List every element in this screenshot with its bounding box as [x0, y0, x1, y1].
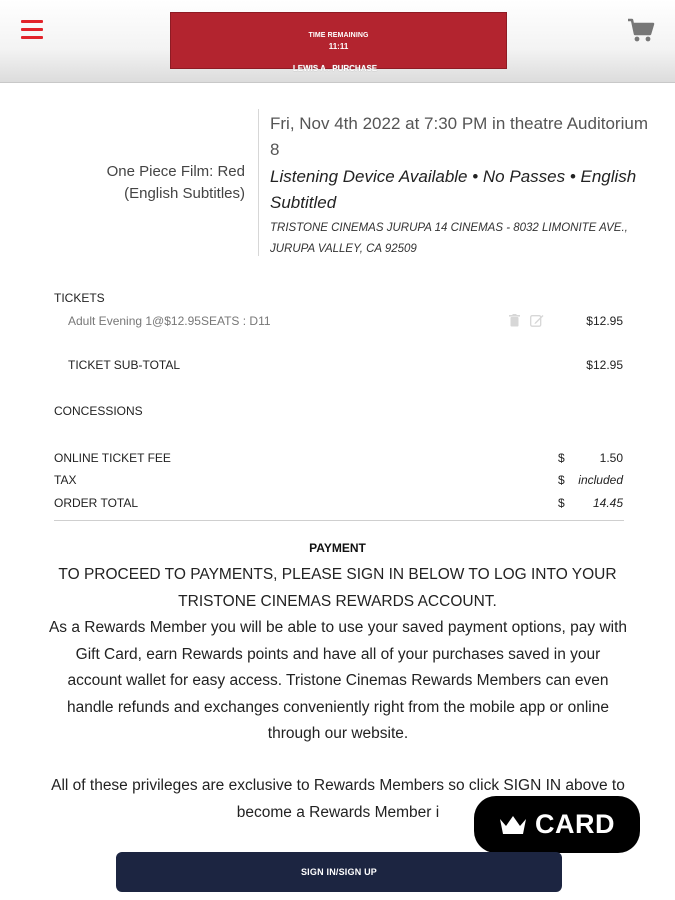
subtotal-label: TICKET SUB-TOTAL: [68, 358, 181, 372]
show-attributes: Listening Device Available • No Passes • English Subtitled: [270, 167, 637, 212]
total-label: ORDER TOTAL: [54, 496, 139, 510]
edit-icon[interactable]: [530, 314, 544, 332]
tickets-header: TICKETS: [54, 291, 105, 305]
hamburger-menu-icon[interactable]: [21, 20, 43, 38]
timer-value: 11:11: [328, 42, 349, 51]
time-remaining-banner: [170, 12, 507, 69]
top-bar: [0, 0, 675, 83]
subtotal-value: $12.95: [586, 358, 623, 372]
tax-currency: $: [558, 473, 565, 487]
tax-label: TAX: [54, 473, 77, 487]
tax-value: included: [578, 473, 623, 487]
payment-title: PAYMENT: [309, 541, 366, 555]
timer-label: TIME REMAINING: [308, 32, 369, 39]
sign-in-button[interactable]: SIGN IN/SIGN UP: [116, 852, 562, 892]
fee-value: 1.50: [599, 451, 623, 465]
fee-currency: $: [558, 451, 565, 465]
ticket-price: $12.95: [586, 314, 623, 328]
payment-instruction: TO PROCEED TO PAYMENTS, PLEASE SIGN IN BELOW TO LOG INTO YOUR TRISTONE CINEMAS REWARDS ACCOUNT.: [58, 566, 617, 610]
ticket-line: Adult Evening 1@$12.95SEATS : D11: [68, 314, 271, 328]
order-summary: [0, 83, 675, 900]
shopping-cart-icon[interactable]: [627, 17, 655, 45]
total-currency: $: [558, 496, 565, 510]
concessions-header: CONCESSIONS: [54, 404, 143, 418]
crown-icon: [499, 813, 527, 837]
payment-description: As a Rewards Member you will be able to use your saved payment options, pay with Gift Card, earn Rewards points and have all of your purchases saved in your account wallet for easy access. Tristone Cinemas Rewards Members can even handle refunds and exchanges conveniently right from the mobile app or online through our website.: [48, 619, 628, 742]
card-badge[interactable]: [474, 796, 640, 853]
card-badge-label: CARD: [535, 809, 615, 839]
movie-title: One Piece Film: Red (English Subtitles): [106, 163, 245, 202]
trash-icon[interactable]: [509, 314, 520, 332]
fee-label: ONLINE TICKET FEE: [54, 451, 171, 465]
showtime: Fri, Nov 4th 2022 at 7:30 PM in theatre Auditorium 8: [270, 114, 648, 159]
theatre-address: TRISTONE CINEMAS JURUPA 14 CINEMAS - 8032 LIMONITE AVE., JURUPA VALLEY, CA 92509: [270, 222, 628, 255]
divider: [54, 520, 624, 521]
payment-note: All of these privileges are exclusive to Rewards Members so click SIGN IN above to become a Rewards Member i: [51, 777, 625, 821]
divider-vertical: [258, 109, 259, 256]
header-subtext: LEWIS A . PURCHASE: [292, 64, 378, 73]
total-value: 14.45: [592, 496, 623, 510]
